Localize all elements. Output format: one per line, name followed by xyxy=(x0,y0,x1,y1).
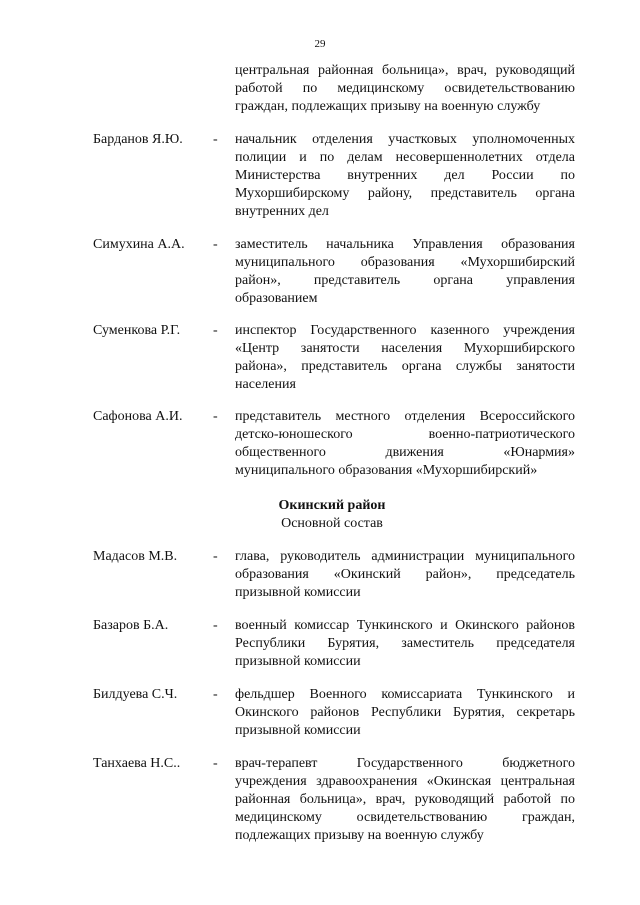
paragraph-line: инспектор Государственного казенного учреждения xyxy=(235,323,575,338)
paragraph-line: Министерства внутренних дел России по xyxy=(235,168,575,183)
member-role xyxy=(235,236,575,308)
paragraph-line: глава, руководитель администрации муниципального xyxy=(235,549,575,564)
entry-dash: - xyxy=(213,323,218,338)
member-role xyxy=(235,686,575,740)
paragraph-line: медицинскому освидетельствованию граждан, xyxy=(235,810,575,825)
paragraph-line: военный комиссар Тункинского и Окинского районов xyxy=(235,618,575,633)
entry-dash: - xyxy=(213,237,218,252)
paragraph-line: врач-терапевт Государственного бюджетного xyxy=(235,756,575,771)
entry-dash: - xyxy=(213,618,218,633)
member-role xyxy=(235,408,575,480)
paragraph-line: детско-юношеского военно-патриотического xyxy=(235,427,575,442)
paragraph-line: района», представитель органа службы занятости xyxy=(235,359,575,374)
paragraph-line: общественного движения «Юнармия» xyxy=(235,445,575,460)
entry-dash: - xyxy=(213,549,218,564)
paragraph-line: районная больница», врач, руководящий работой по xyxy=(235,792,575,807)
paragraph-line: начальник отделения участковых уполномоченных xyxy=(235,132,575,147)
paragraph-line: призывной комиссии xyxy=(235,723,361,738)
paragraph-line: «Центр занятости населения Мухоршибирского xyxy=(235,341,575,356)
member-name: Мадасов М.В. xyxy=(93,549,178,564)
paragraph-line: внутренних дел xyxy=(235,204,329,219)
entry-dash: - xyxy=(213,756,218,771)
paragraph-line: Окинского районов Республики Бурятия, секретарь xyxy=(235,705,575,720)
paragraph-line: образования «Окинский район», председатель xyxy=(235,567,575,582)
member-role xyxy=(235,755,575,845)
paragraph-line: призывной комиссии xyxy=(235,654,361,669)
paragraph-line: граждан, подлежащих призыву на военную службу xyxy=(235,99,541,114)
member-name: Симухина А.А. xyxy=(93,237,185,252)
paragraph-line: подлежащих призыву на военную службу xyxy=(235,828,484,843)
member-role xyxy=(235,617,575,671)
paragraph-line: Республики Бурятия, заместитель председателя xyxy=(235,636,575,651)
entry-dash: - xyxy=(213,687,218,702)
member-role xyxy=(235,548,575,602)
paragraph-line: учреждения здравоохранения «Окинская центральная xyxy=(235,774,575,789)
paragraph-line: фельдшер Военного комиссариата Тункинского и xyxy=(235,687,575,702)
paragraph-line: муниципального образования «Мухоршибирский xyxy=(235,255,575,270)
paragraph-line: представитель местного отделения Всероссийского xyxy=(235,409,575,424)
member-name: Танхаева Н.С.. xyxy=(93,756,181,771)
member-role xyxy=(235,322,575,394)
section-title: Окинский район xyxy=(278,498,386,513)
paragraph-line: населения xyxy=(235,377,296,392)
member-name: Сафонова А.И. xyxy=(93,409,183,424)
member-name: Барданов Я.Ю. xyxy=(93,132,183,147)
paragraph-line: работой по медицинскому освидетельствованию xyxy=(235,81,575,96)
paragraph-line: заместитель начальника Управления образования xyxy=(235,237,575,252)
member-name: Суменкова Р.Г. xyxy=(93,323,181,338)
member-name: Базаров Б.А. xyxy=(93,618,169,633)
entry-dash: - xyxy=(213,132,218,147)
paragraph-line: Мухоршибирскому району, представитель органа xyxy=(235,186,575,201)
paragraph-line: муниципального образования «Мухоршибирский» xyxy=(235,463,538,478)
continuation-paragraph xyxy=(235,62,575,116)
section-subtitle: Основной состав xyxy=(281,516,383,531)
paragraph-line: полиции и по делам несовершеннолетних отдела xyxy=(235,150,575,165)
paragraph-line: район», представитель органа управления xyxy=(235,273,575,288)
paragraph-line: призывной комиссии xyxy=(235,585,361,600)
member-name: Билдуева С.Ч. xyxy=(93,687,178,702)
entry-dash: - xyxy=(213,409,218,424)
paragraph-line: центральная районная больница», врач, руководящий xyxy=(235,63,575,78)
page-number: 29 xyxy=(314,38,326,50)
member-role xyxy=(235,131,575,221)
paragraph-line: образованием xyxy=(235,291,318,306)
